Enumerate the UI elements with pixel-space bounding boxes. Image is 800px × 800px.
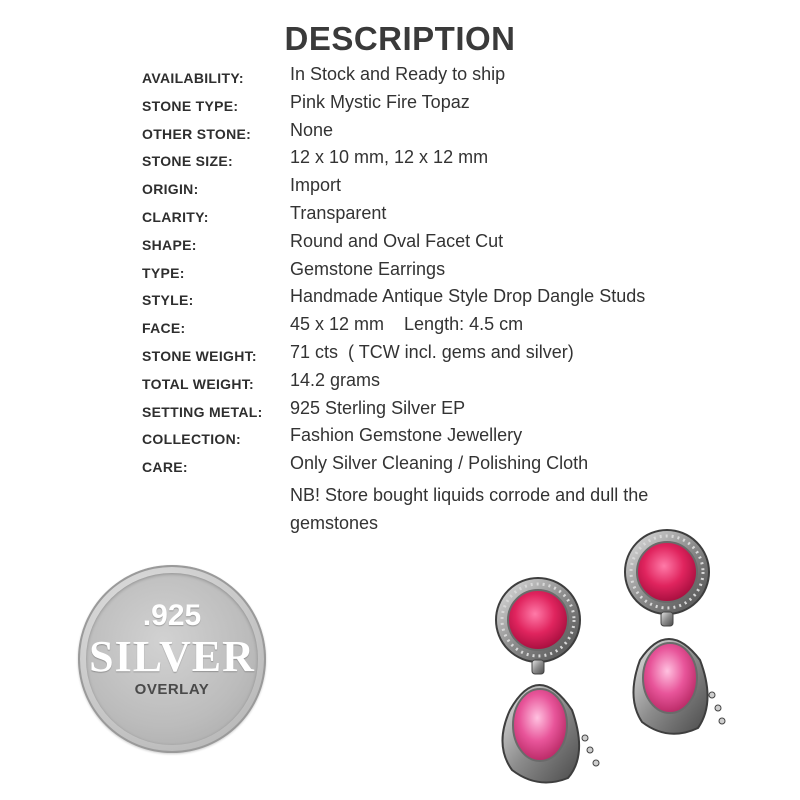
right-drop-gem (643, 643, 697, 713)
left-bead (593, 760, 599, 766)
spec-label: STYLE: (142, 292, 194, 309)
right-bail (661, 612, 673, 626)
spec-label: OTHER STONE: (142, 125, 252, 142)
spec-value: Gemstone Earrings (290, 258, 446, 279)
left-bead (582, 735, 588, 741)
badge-number: .925 (142, 599, 202, 632)
spec-row-style (142, 286, 762, 314)
left-earring (496, 578, 599, 783)
spec-label: STONE TYPE: (142, 97, 239, 114)
spec-value: 925 Sterling Silver EP (290, 397, 466, 418)
spec-label: CLARITY: (142, 208, 209, 225)
spec-table (142, 64, 762, 481)
left-bail (532, 660, 544, 674)
right-top-gem (637, 542, 697, 602)
spec-label: STONE WEIGHT: (142, 347, 257, 364)
spec-value: 45 x 12 mm Length: 4.5 cm (290, 314, 524, 335)
spec-row-collection (142, 425, 762, 453)
page-title: DESCRIPTION (284, 20, 516, 57)
spec-row-total-weight (142, 370, 762, 398)
spec-value: None (290, 119, 334, 140)
spec-value: 71 cts ( TCW incl. gems and silver) (290, 341, 574, 362)
left-top-gem (508, 590, 568, 650)
spec-row-clarity (142, 203, 762, 231)
right-bead (719, 718, 725, 724)
spec-row-shape (142, 231, 762, 259)
spec-row-stone-type (142, 92, 762, 120)
right-bead (715, 705, 721, 711)
badge-inner-disc (86, 573, 258, 745)
spec-label: ORIGIN: (142, 181, 199, 198)
spec-row-availability (142, 64, 762, 92)
spec-value: Transparent (290, 202, 387, 223)
spec-value: Round and Oval Facet Cut (290, 230, 504, 251)
right-earring (625, 530, 725, 734)
spec-row-stone-size (142, 147, 762, 175)
spec-label: AVAILABILITY: (142, 70, 244, 86)
spec-value: In Stock and Ready to ship (290, 64, 506, 84)
spec-value: Only Silver Cleaning / Polishing Cloth (290, 453, 589, 474)
spec-row-stone-weight (142, 342, 762, 370)
spec-label: SETTING METAL: (142, 403, 263, 420)
spec-value: Handmade Antique Style Drop Dangle Studs (290, 286, 646, 307)
right-bead (709, 692, 715, 698)
spec-value: Import (290, 175, 342, 196)
badge-word: SILVER (89, 632, 255, 681)
spec-label: TOTAL WEIGHT: (142, 375, 255, 392)
spec-value: Pink Mystic Fire Topaz (290, 91, 470, 112)
spec-row-other-stone (142, 120, 762, 148)
left-drop-gem (513, 689, 567, 761)
spec-label: COLLECTION: (142, 431, 241, 448)
spec-label: FACE: (142, 320, 186, 337)
badge-subtitle: OVERLAY (134, 681, 210, 698)
care-note: NB! Store bought liquids corrode and dull the gemstones (290, 485, 649, 533)
left-bead (587, 747, 593, 753)
silver-overlay-badge (78, 565, 266, 753)
spec-row-care (142, 453, 762, 481)
spec-value: Fashion Gemstone Jewellery (290, 425, 523, 446)
earrings-product-image (490, 520, 740, 790)
spec-label: SHAPE: (142, 236, 197, 253)
spec-label: TYPE: (142, 264, 185, 281)
spec-row-setting-metal (142, 398, 762, 426)
spec-value: 12 x 10 mm, 12 x 12 mm (290, 147, 489, 168)
spec-label: STONE SIZE: (142, 153, 233, 170)
spec-row-origin (142, 175, 762, 203)
spec-row-type (142, 259, 762, 287)
spec-label: CARE: (142, 459, 188, 476)
spec-row-face (142, 314, 762, 342)
spec-value: 14.2 grams (290, 369, 381, 390)
